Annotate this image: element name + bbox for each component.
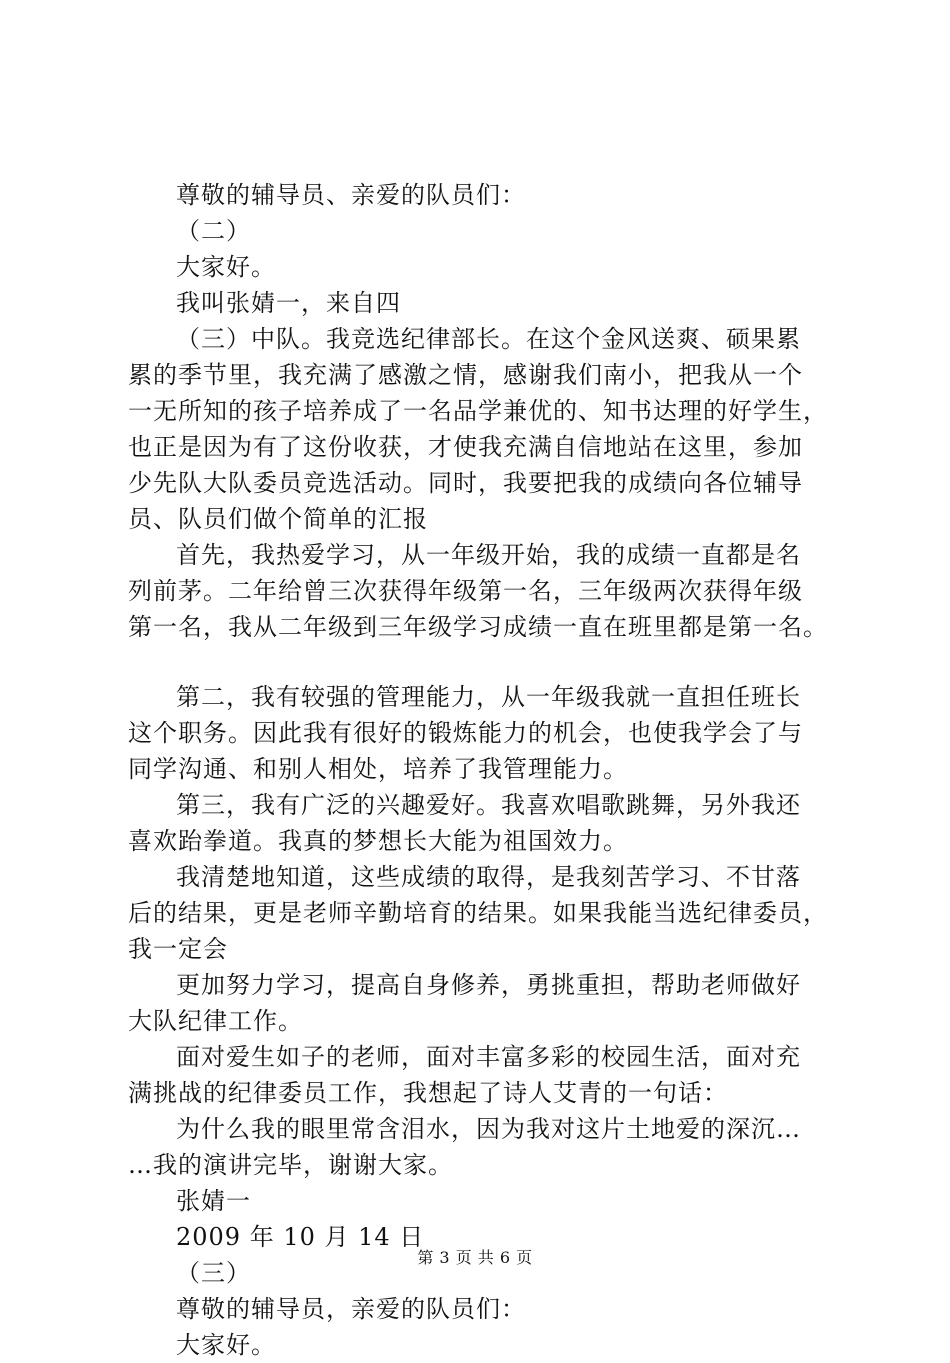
page-footer: 第 3 页 共 6 页 xyxy=(417,1248,533,1267)
text-line: 累的季节里，我充满了感激之情，感谢我们南小，把我从一个 xyxy=(128,361,803,389)
text-line: 喜欢跆拳道。我真的梦想长大能为祖国效力。 xyxy=(128,827,628,855)
text-line: 后的结果，更是老师辛勤培育的结果。如果我能当选纪律委员， xyxy=(128,899,828,927)
text-line: 大队纪律工作。 xyxy=(128,1007,303,1035)
section-marker: （二） xyxy=(176,217,251,245)
greeting: 大家好。 xyxy=(176,1331,276,1359)
signature-name: 张婧一 xyxy=(176,1187,251,1215)
text-line: 满挑战的纪律委员工作，我想起了诗人艾青的一句话： xyxy=(128,1079,728,1107)
document-body xyxy=(128,177,858,1363)
text-line: 我清楚地知道，这些成绩的取得，是我刻苦学习、不甘落 xyxy=(176,863,801,891)
text-line: 员、队员们做个简单的汇报 xyxy=(128,505,428,533)
greeting: 大家好。 xyxy=(176,253,276,281)
text-line: 首先，我热爱学习，从一年级开始，我的成绩一直都是名 xyxy=(176,541,801,569)
text-line: 一无所知的孩子培养成了一名品学兼优的、知书达理的好学生， xyxy=(128,397,828,425)
text-line: （三）中队。我竞选纪律部长。在这个金风送爽、硕果累 xyxy=(176,325,801,353)
text-line: 同学沟通、和别人相处，培养了我管理能力。 xyxy=(128,755,628,783)
text-line: 更加努力学习，提高自身修养，勇挑重担，帮助老师做好 xyxy=(176,971,801,999)
text-line: 面对爱生如子的老师，面对丰富多彩的校园生活，面对充 xyxy=(176,1043,801,1071)
text-line: 我叫张婧一，来自四 xyxy=(176,289,401,317)
salutation: 尊敬的辅导员、亲爱的队员们： xyxy=(176,181,526,209)
text-line: 少先队大队委员竞选活动。同时，我要把我的成绩向各位辅导 xyxy=(128,469,803,497)
text-line: 第一名，我从二年级到三年级学习成绩一直在班里都是第一名。 xyxy=(128,613,828,641)
text-line: 我一定会 xyxy=(128,935,228,963)
text-line: …我的演讲完毕，谢谢大家。 xyxy=(128,1151,453,1179)
text-line: 第三，我有广泛的兴趣爱好。我喜欢唱歌跳舞，另外我还 xyxy=(176,791,801,819)
section-marker: （三） xyxy=(176,1259,251,1287)
text-line: 也正是因为有了这份收获，才使我充满自信地站在这里，参加 xyxy=(128,433,803,461)
salutation: 尊敬的辅导员，亲爱的队员们： xyxy=(176,1295,526,1323)
signature-date: 2009 年 10 月 14 日 xyxy=(176,1223,425,1251)
text-line: 为什么我的眼里常含泪水，因为我对这片土地爱的深沉… xyxy=(176,1115,801,1143)
text-line: 列前茅。二年给曾三次获得年级第一名，三年级两次获得年级 xyxy=(128,577,803,605)
text-line: 第二，我有较强的管理能力，从一年级我就一直担任班长 xyxy=(176,683,801,711)
paragraph-gap xyxy=(128,645,858,679)
text-line: 这个职务。因此我有很好的锻炼能力的机会，也使我学会了与 xyxy=(128,719,803,747)
